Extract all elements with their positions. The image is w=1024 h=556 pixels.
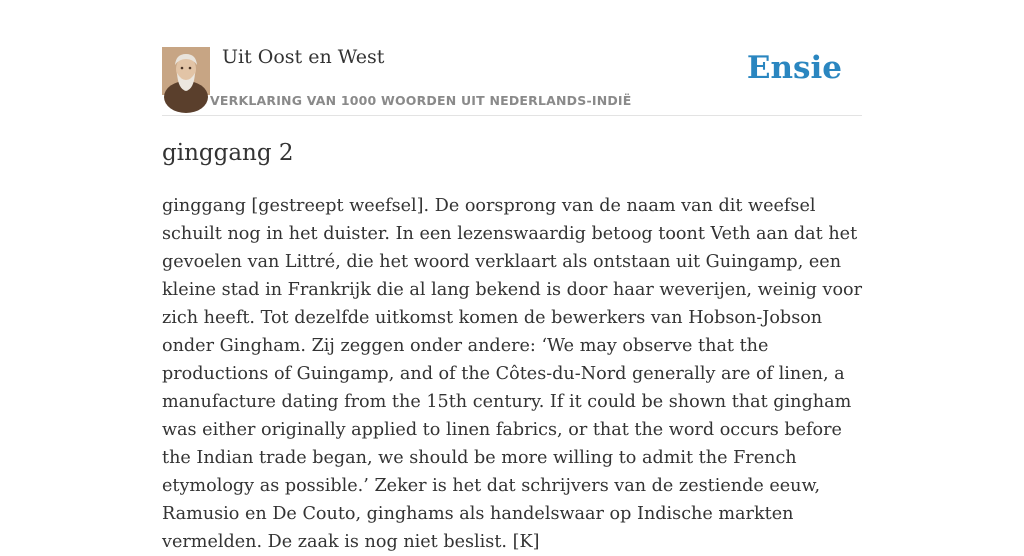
- source-subtitle: VERKLARING VAN 1000 WOORDEN UIT NEDERLANDS-INDIË: [210, 93, 632, 108]
- entry-body: ginggang [gestreept weefsel]. De oorsprong van de naam van dit weefsel schuilt nog in het duister. In een lezenswaardig betoog toont Veth aan dat het gevoelen van Littré, die het woord verklaart als ontstaan uit Guingamp, een kleine stad in Frankrijk die al lang bekend is door haar weverijen, weinig voor zich heeft. Tot dezelfde uitkomst komen de bewerkers van Hobson-Jobson onder Gingham. Zij zeggen onder andere: ‘We may observe that the productions of Guingamp, and of the Côtes-du-Nord generally are of linen, a manufacture dating from the 15th century. If it could be shown that gingham was either originally applied to linen fabrics, or that the word occurs before the Indian trade began, we should be more willing to admit the French etymology as possible.’ Zeker is het dat schrijvers van de zestiende eeuw, Ramusio en De Couto, ginghams als handelswaar op Indische markten vermelden. De zaak is nog niet beslist. [K]: [162, 196, 863, 552]
- entry-title: ginggang 2: [162, 140, 294, 166]
- author-avatar[interactable]: [162, 47, 210, 95]
- source-title[interactable]: Uit Oost en West: [222, 46, 385, 68]
- ensie-logo[interactable]: Ensie: [746, 50, 842, 86]
- portrait-image: [162, 47, 210, 95]
- header: [162, 0, 862, 116]
